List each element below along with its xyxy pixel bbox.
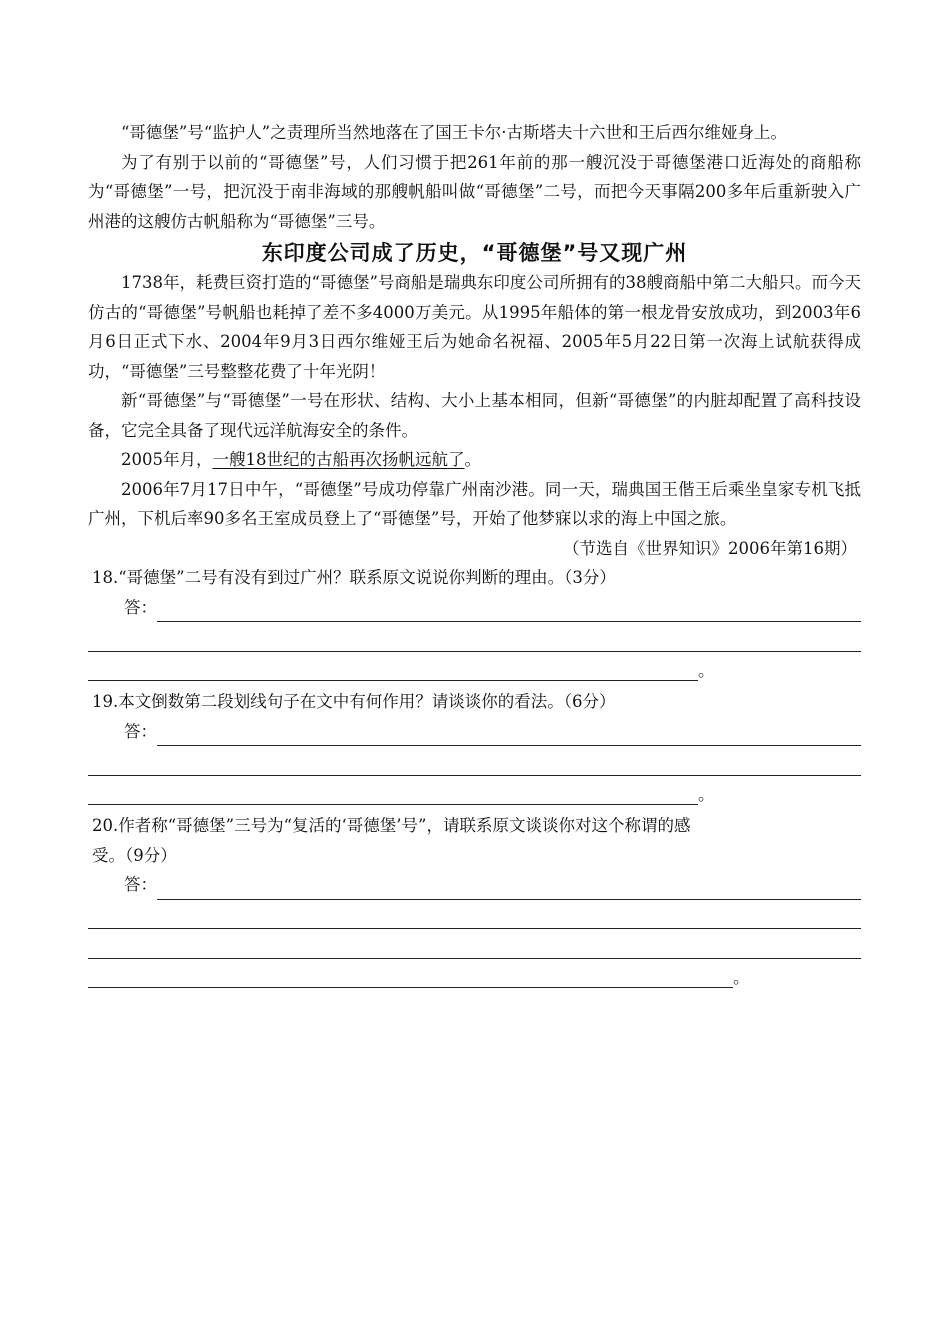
answer-period: 。 <box>698 661 715 680</box>
voyage-prefix: 2005年月， <box>121 450 213 469</box>
paragraph-guardian: “哥德堡”号“监护人”之责理所当然地落在了国王卡尔·古斯塔夫十六世和王后西尔维娅身上。 <box>121 123 787 142</box>
answer-line[interactable] <box>88 939 861 959</box>
answer-19-row-3[interactable] <box>88 776 861 806</box>
answer-line[interactable] <box>157 602 861 622</box>
question-19: 19.本文倒数第二段划线句子在文中有何作用？请谈谈你的看法。（6分） <box>92 692 616 711</box>
answer-line[interactable] <box>88 909 861 929</box>
section-heading: 东印度公司成了历史，“哥德堡”号又现广州 <box>261 241 688 265</box>
answer-19-row-1[interactable] <box>88 717 861 747</box>
answer-line[interactable] <box>88 661 698 681</box>
answer-20-row-2[interactable] <box>88 900 861 930</box>
answer-line[interactable] <box>157 726 861 746</box>
answer-20-row-3[interactable] <box>88 929 861 959</box>
answer-period: 。 <box>733 968 750 987</box>
question-20-line-2: 受。（9分） <box>92 845 177 865</box>
question-18: 18.“哥德堡”二号有没有到过广州？联系原文说说你判断的理由。（3分） <box>92 568 616 587</box>
answer-20-row-4[interactable] <box>88 959 861 989</box>
answer-label: 答： <box>124 597 157 617</box>
paragraph-history: 1738年，耗费巨资打造的“哥德堡”号商船是瑞典东印度公司所拥有的38艘商船中第二大船只。而今天仿古的“哥德堡”号帆船也耗掉了差不多4000万美元。从1995年船体的第一根龙骨安放成功，到2003年6月6日正式下水、2004年9月3日西尔维娅王后为她命名祝福、2005年5月22日第一次海上试航获得成功，“哥德堡”三号整整花费了十年光阴！ <box>88 273 861 381</box>
answer-19-row-2[interactable] <box>88 746 861 776</box>
underlined-sentence: 一艘18世纪的古船再次扬帆远航了 <box>212 450 465 469</box>
answer-18-row-3[interactable] <box>88 652 861 682</box>
answer-line[interactable] <box>88 632 861 652</box>
paragraph-naming: 为了有别于以前的“哥德堡”号，人们习惯于把261年前的那一艘沉没于哥德堡港口近海处的商船称为“哥德堡”一号，把沉没于南非海域的那艘帆船叫做“哥德堡”二号，而把今天事隔200多年后重新驶入广州港的这艘仿古帆船称为“哥德堡”三号。 <box>88 152 861 231</box>
answer-line[interactable] <box>88 968 733 988</box>
answer-line[interactable] <box>88 756 861 776</box>
paragraph-comparison: 新“哥德堡”与“哥德堡”一号在形状、结构、大小上基本相同，但新“哥德堡”的内脏却配置了高科技设备，它完全具备了现代远洋航海安全的条件。 <box>88 391 861 440</box>
answer-20-row-1[interactable] <box>88 870 861 900</box>
voyage-suffix: 。 <box>464 450 481 469</box>
answer-18-row-2[interactable] <box>88 622 861 652</box>
document-page <box>88 118 861 988</box>
answer-label: 答： <box>124 721 157 741</box>
paragraph-arrival: 2006年7月17日中午，“哥德堡”号成功停靠广州南沙港。同一天，瑞典国王偕王后乘坐皇家专机飞抵广州，下机后率90多名王室成员登上了“哥德堡”号，开始了他梦寐以求的海上中国之旅。 <box>88 479 861 528</box>
answer-period: 。 <box>698 785 715 804</box>
answer-line[interactable] <box>88 785 698 805</box>
question-20-line-1: 20.作者称“哥德堡”三号为“复活的‘哥德堡’号”，请联系原文谈谈你对这个称谓的感 <box>92 816 691 835</box>
paragraph-voyage <box>88 445 861 475</box>
source-citation: （节选自《世界知识》2006年第16期） <box>563 538 857 558</box>
answer-18-row-1[interactable] <box>88 593 861 623</box>
answer-line[interactable] <box>157 880 861 900</box>
answer-label: 答： <box>124 875 157 894</box>
